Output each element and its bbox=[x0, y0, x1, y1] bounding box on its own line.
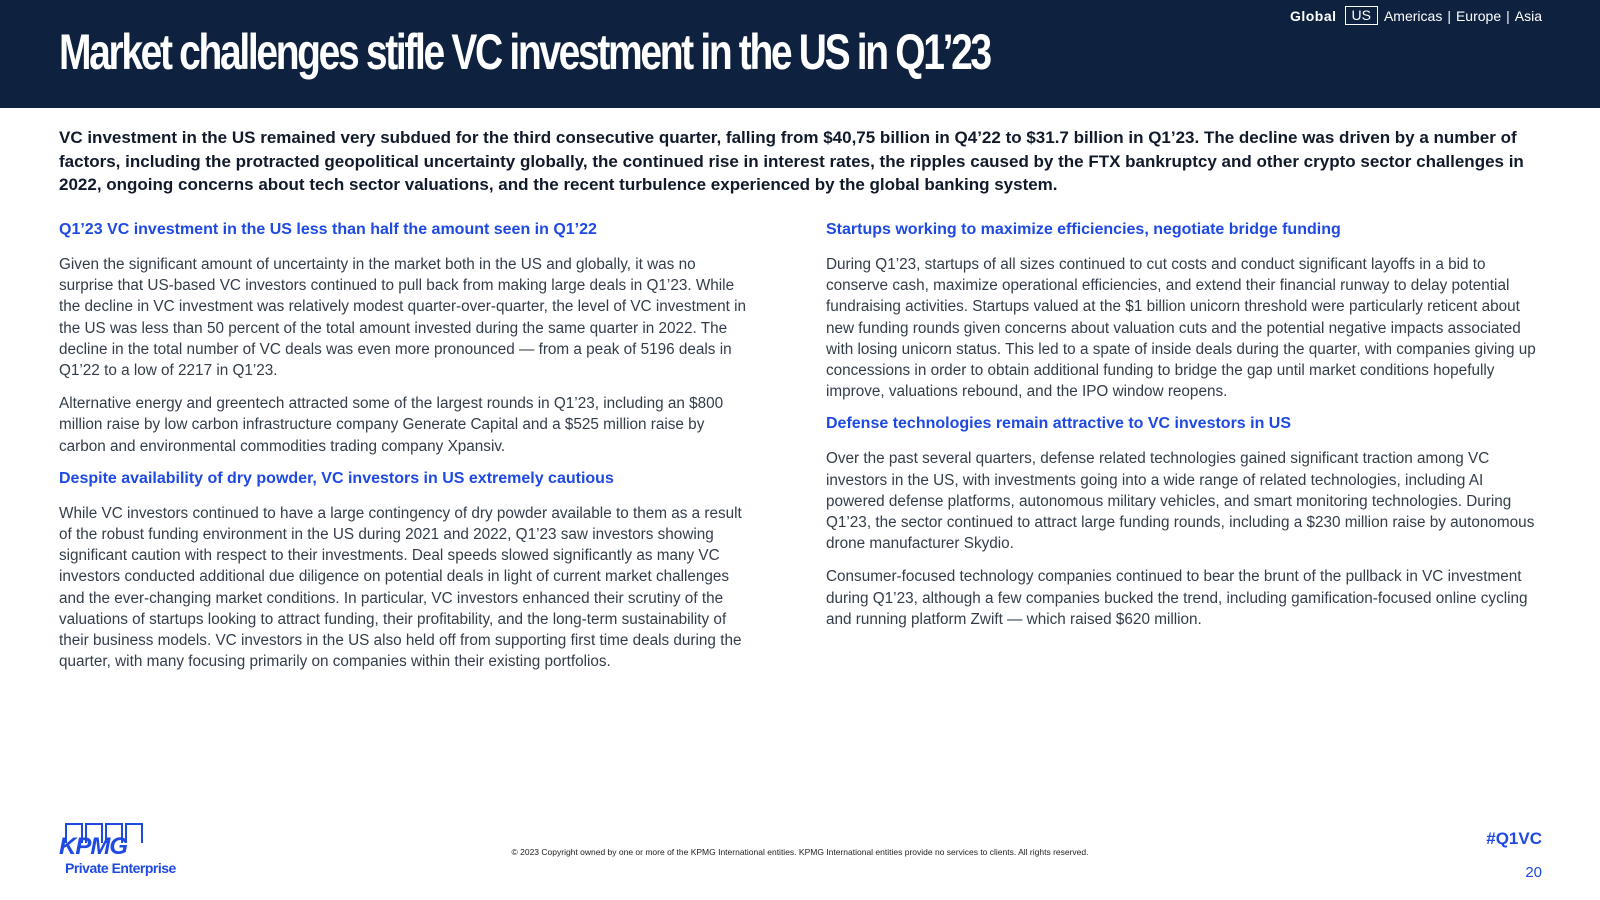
section-heading: Startups working to maximize efficiencies, negotiate bridge funding bbox=[826, 221, 1341, 238]
copyright-notice: © 2023 Copyright owned by one or more of the KPMG International entities. KPMG International entities provide no services to clients. All rights reserved. bbox=[511, 847, 1089, 857]
page-title: Market challenges stifle VC investment in the US in Q1’23 bbox=[59, 24, 990, 80]
region-nav bbox=[1290, 6, 1542, 25]
region-separator: | bbox=[1506, 7, 1510, 24]
body-paragraph: Consumer-focused technology companies continued to bear the brunt of the pullback in VC investment during Q1’23, although a few companies bucked the trend, including gamification-focused online cycling and running platform Zwift — which raised $620 million. bbox=[826, 568, 1528, 628]
region-americas-link[interactable]: Americas bbox=[1383, 7, 1443, 24]
body-paragraph: Over the past several quarters, defense related technologies gained significant traction among VC investors in the US, with investments going into a wide range of related technologies, including AI powered defense platforms, autonomous military vehicles, and smart monitoring technologies. During Q1’23, the sector continued to attract large funding rounds, including a $230 million raise by autonomous drone manufacturer Skydio. bbox=[826, 450, 1535, 553]
section-heading: Defense technologies remain attractive to VC investors in US bbox=[826, 415, 1292, 433]
region-europe-link[interactable]: Europe bbox=[1455, 7, 1502, 24]
left-column bbox=[59, 220, 754, 684]
body-paragraph: Given the significant amount of uncertainty in the market both in the US and globally, it was no surprise that US-based VC investors continued to pull back from making large deals in Q1’23. While the decline in VC investment was relatively modest quarter-over-quarter, the level of VC investment in the US was less than 50 percent of the total amount invested during the same quarter in 2022. The decline in the total number of VC deals was even more pronounced — from a peak of 5196 deals in Q1’22 to a low of 2217 in Q1’23. bbox=[59, 256, 746, 380]
right-column bbox=[826, 220, 1546, 642]
header-bar bbox=[0, 0, 1600, 108]
section-heading: Q1’23 VC investment in the US less than half the amount seen in Q1’22 bbox=[59, 221, 597, 238]
region-separator: | bbox=[1447, 7, 1451, 24]
intro-paragraph: VC investment in the US remained very subdued for the third consecutive quarter, falling from $40,75 billion in Q4’22 to $31.7 billion in Q1’23. The decline was driven by a number of factors, including the protracted geopolitical uncertainty globally, the continued rise in interest rates, the ripples caused by the FTX bankruptcy and other crypto sector challenges in 2022, ongoing concerns about tech sector valuations, and the recent turbulence experienced by the global banking system. bbox=[59, 128, 1524, 194]
page-number: 20 bbox=[1525, 864, 1542, 881]
region-global-link[interactable]: Global bbox=[1289, 7, 1337, 24]
kpmg-logo-word: KPMG bbox=[59, 833, 127, 860]
body-paragraph: Alternative energy and greentech attracted some of the largest rounds in Q1’23, including an $800 million raise by low carbon infrastructure company Generate Capital and a $525 million raise by carbon and environmental commodities trading company Xpansiv. bbox=[59, 395, 724, 455]
body-paragraph: While VC investors continued to have a large contingency of dry powder available to them as a result of the robust funding environment in the US during 2021 and 2022, Q1’23 saw investors showing significant caution with respect to their investments. Deal speeds slowed significantly as many VC investors conducted additional due diligence on potential deals in light of current market challenges and the ever-changing market conditions. In particular, VC investors enhanced their scrutiny of the valuations of startups looking to attract funding, their profitability, and the long-term sustainability of their business models. VC investors in the US also held off from supporting first time deals during the quarter, with many focusing primarily on companies within their existing portfolios. bbox=[59, 504, 742, 671]
region-us-active[interactable]: US bbox=[1345, 6, 1378, 25]
body-paragraph: During Q1’23, startups of all sizes continued to cut costs and conduct significant layoffs in a bid to conserve cash, maximize operational efficiencies, and extend their financial runway to delay potential fundraising activities. Startups valued at the $1 billion unicorn threshold were particularly reticent about new funding rounds given concerns about valuation cuts and the potential negative impacts associated with losing unicorn status. This led to a spate of inside deals during the quarter, with companies giving up concessions in order to obtain additional funding to bridge the gap until market conditions hopefully improve, valuations rebound, and the IPO window reopens. bbox=[826, 256, 1536, 401]
kpmg-logo-subtitle: Private Enterprise bbox=[65, 860, 176, 876]
section-heading: Despite availability of dry powder, VC investors in US extremely cautious bbox=[59, 469, 614, 487]
hashtag: #Q1VC bbox=[1486, 829, 1542, 848]
region-asia-link[interactable]: Asia bbox=[1514, 7, 1542, 24]
